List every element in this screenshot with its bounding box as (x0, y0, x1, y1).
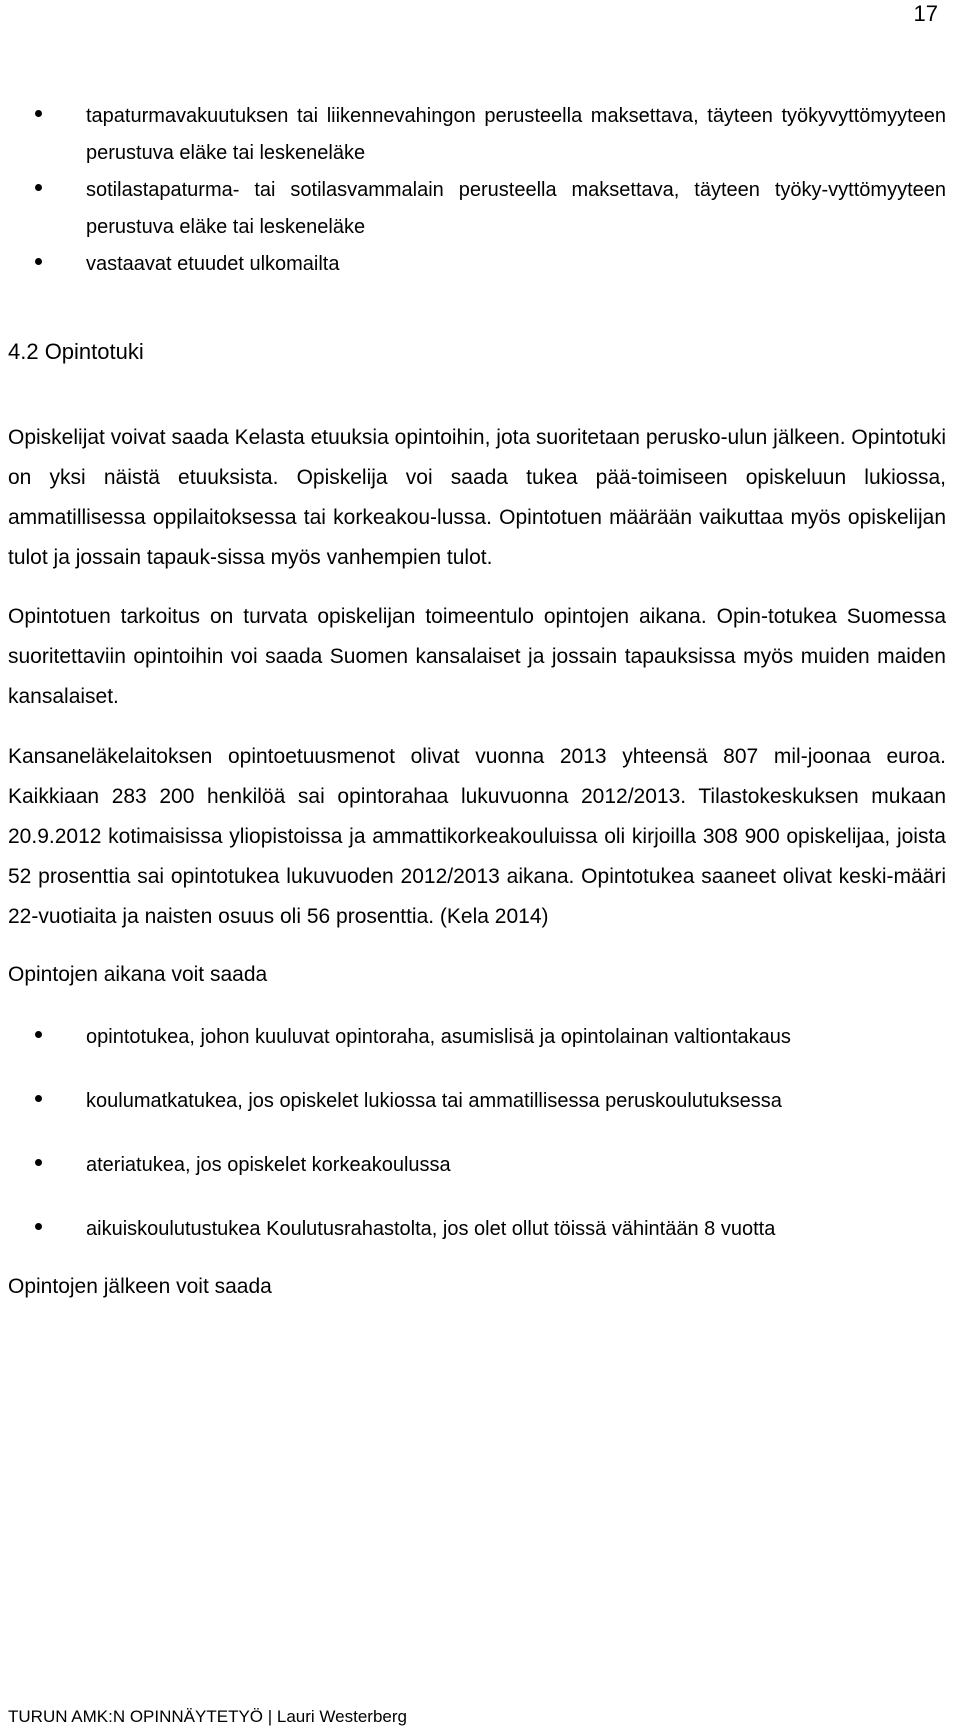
paragraph: Kansaneläkelaitoksen opintoetuusmenot olivat vuonna 2013 yhteensä 807 mil-joonaa euroa. Kaikkiaan 283 200 henkilöä sai opintorahaa lukuvuonna 2012/2013. Tilastokeskuksen mukaan 20.9.2012 kotimaisissa yliopistoissa ja ammattikorkeakouluissa oli kirjoilla 308 900 opiskelijaa, joista 52 prosenttia sai opintotukea lukuvuoden 2012/2013 aikana. Opintotukea saaneet olivat keski-määri 22-vuotiaita ja naisten osuus oli 56 prosenttia. (Kela 2014) (8, 745, 946, 928)
bullet-icon (35, 110, 42, 117)
subheading-during-studies: Opintojen aikana voit saada (8, 963, 268, 986)
bullet-icon (35, 258, 42, 265)
list-item (8, 1147, 946, 1184)
list-item (8, 1019, 946, 1056)
list-item-text: sotilastapaturma- tai sotilasvammalain perusteella maksettava, täyteen työky-vyttömyyteen perustuva eläke tai leskeneläke (86, 179, 946, 238)
paragraph: Opintotuen tarkoitus on turvata opiskelijan toimeentulo opintojen aikana. Opin-totukea Suomessa suoritettaviin opintoihin voi saada Suomen kansalaiset ja jossain tapauksissa myös muiden maiden kansalaiset. (8, 605, 946, 708)
list-item-text: aikuiskoulutustukea Koulutusrahastolta, jos olet ollut töissä vähintään 8 vuotta (86, 1218, 776, 1240)
list-item-text: ateriatukea, jos opiskelet korkeakoulussa (86, 1154, 451, 1176)
list-item (8, 98, 946, 172)
list-item-text: vastaavat etuudet ulkomailta (86, 253, 340, 275)
paragraph: Opiskelijat voivat saada Kelasta etuuksia opintoihin, jota suoritetaan perusko-ulun jälkeen. Opintotuki on yksi näistä etuuksista. Opiskelija voi saada tukea pää-toimiseen opiskeluun lukiossa, ammatillisessa oppilaitoksessa tai korkeakou-lussa. Opintotuen määrään vaikuttaa myös opiskelijan tulot ja jossain tapauk-sissa myös vanhempien tulot. (8, 426, 946, 569)
list-item-text: tapaturmavakuutuksen tai liikennevahingon perusteella maksettava, täyteen työkyvyttömyyteen perustuva eläke tai leskeneläke (86, 105, 946, 164)
section-heading: 4.2 Opintotuki (8, 339, 144, 364)
benefits-during-studies-list (8, 1019, 946, 1248)
list-item (8, 1211, 946, 1248)
list-item (8, 1083, 946, 1120)
list-item-text: koulumatkatukea, jos opiskelet lukiossa tai ammatillisessa peruskoulutuksessa (86, 1090, 782, 1112)
list-item-text: opintotukea, johon kuuluvat opintoraha, asumislisä ja opintolainan valtiontakaus (86, 1026, 791, 1048)
subheading-after-studies: Opintojen jälkeen voit saada (8, 1275, 272, 1298)
page-number: 17 (913, 1, 938, 26)
document-body (8, 98, 946, 1307)
page-footer: TURUN AMK:N OPINNÄYTETYÖ | Lauri Westerberg (8, 1707, 407, 1726)
bullet-icon (35, 1159, 42, 1166)
list-item (8, 172, 946, 246)
bullet-icon (35, 1223, 42, 1230)
list-item (8, 246, 946, 283)
eligibility-list (8, 98, 946, 283)
bullet-icon (35, 184, 42, 191)
bullet-icon (35, 1031, 42, 1038)
bullet-icon (35, 1095, 42, 1102)
